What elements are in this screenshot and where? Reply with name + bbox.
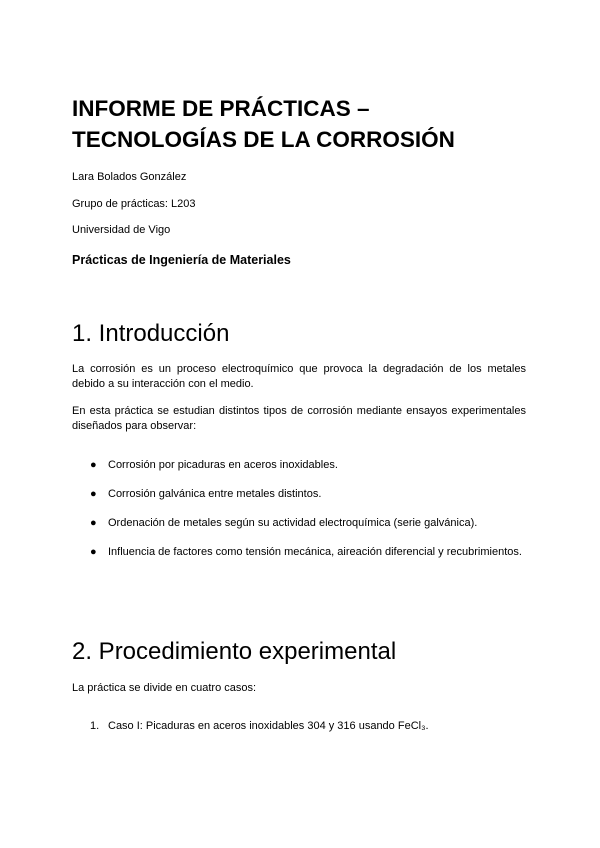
bullet-icon: ●: [90, 517, 97, 529]
list-item: [90, 516, 477, 530]
practice-group: Grupo de prácticas: L203: [72, 198, 196, 210]
list-item-text: Influencia de factores como tensión mecánica, aireación diferencial y recubrimientos.: [108, 546, 522, 558]
document-title: [72, 93, 542, 155]
list-item: [90, 458, 338, 472]
title-line-2: TECNOLOGÍAS DE LA CORROSIÓN: [72, 127, 455, 152]
list-item-text: Caso I: Picaduras en aceros inoxidables 304 y 316 usando FeCl₃.: [108, 720, 429, 732]
intro-paragraph-1: La corrosión es un proceso electroquímico que provoca la degradación de los metales debido a su interacción con el medio.: [72, 363, 526, 390]
section-heading-procedure: 2. Procedimiento experimental: [72, 638, 397, 665]
bullet-icon: ●: [90, 546, 97, 558]
document-subtitle: Prácticas de Ingeniería de Materiales: [72, 253, 291, 267]
author-name: Lara Bolados González: [72, 171, 187, 183]
list-item-text: Ordenación de metales según su actividad electroquímica (serie galvánica).: [108, 517, 478, 529]
list-item-text: Corrosión por picaduras en aceros inoxidables.: [108, 459, 338, 471]
intro-paragraph-2: En esta práctica se estudian distintos tipos de corrosión mediante ensayos experimentales diseñados para observar:: [72, 405, 526, 432]
numbered-list-item: [90, 719, 429, 733]
procedure-intro: La práctica se divide en cuatro casos:: [72, 682, 257, 694]
list-item: [90, 487, 321, 501]
list-item: [90, 545, 522, 559]
list-number: 1.: [90, 720, 100, 732]
section-heading-introduction: 1. Introducción: [72, 320, 230, 347]
bullet-icon: ●: [90, 459, 97, 471]
title-line-1: INFORME DE PRÁCTICAS –: [72, 96, 370, 121]
university-name: Universidad de Vigo: [72, 224, 171, 236]
bullet-icon: ●: [90, 488, 97, 500]
list-item-text: Corrosión galvánica entre metales distintos.: [108, 488, 322, 500]
